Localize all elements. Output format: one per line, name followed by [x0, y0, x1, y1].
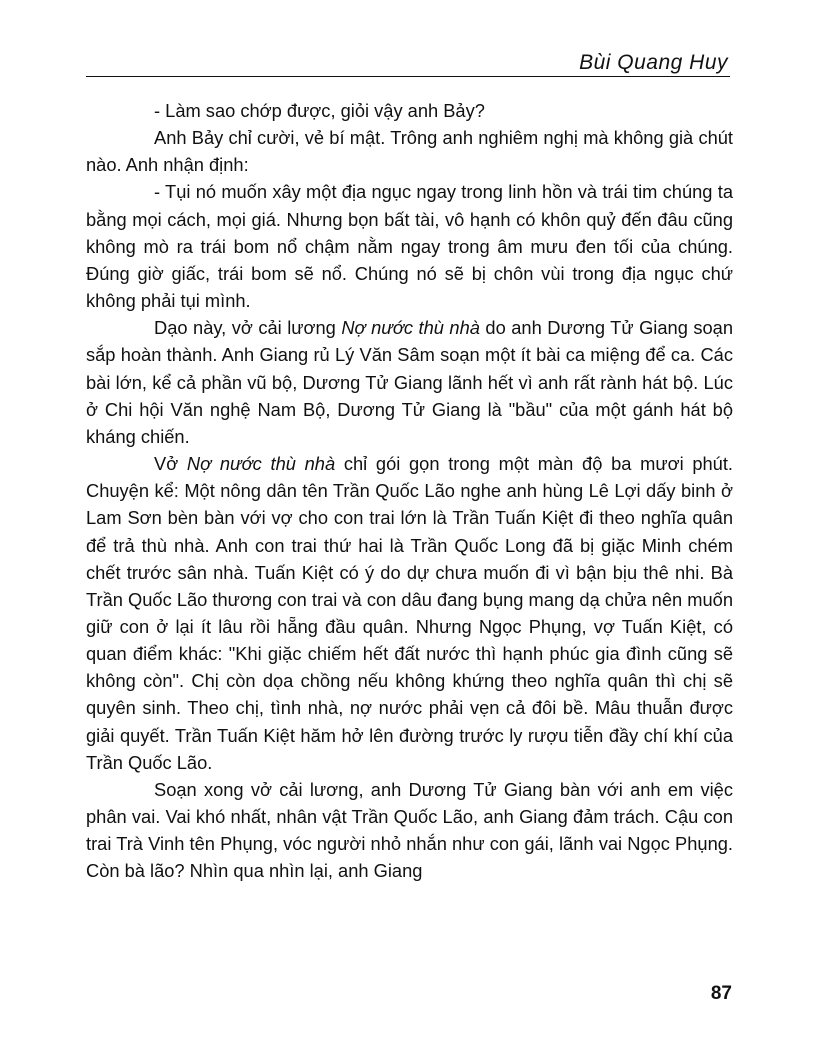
body-text	[86, 97, 733, 885]
running-header	[86, 50, 730, 76]
paragraph-5-before: Vở	[154, 453, 187, 475]
paragraph-5	[86, 450, 733, 776]
paragraph-6: Soạn xong vở cải lương, anh Dương Tử Giang bàn với anh em việc phân vai. Vai khó nhất, nhân vật Trần Quốc Lão, anh Giang đảm trách. Cậu con trai Trà Vinh tên Phụng, vóc người nhỏ nhắn như con gái, lãnh vai Ngọc Phụng. Còn bà lão? Nhìn qua nhìn lại, anh Giang	[86, 778, 733, 882]
paragraph-3: - Tụi nó muốn xây một địa ngục ngay trong linh hồn và trái tim chúng ta bằng mọi cách, mọi giá. Nhưng bọn bất tài, vô hạnh có khôn quỷ đến đâu cũng không mò ra trái bom nổ chậm nằm ngay trong âm mưu đen tối của chúng. Đúng giờ giấc, trái bom sẽ nổ. Chúng nó sẽ bị chôn vùi trong địa ngục chứ không phải tụi mình.	[86, 181, 733, 312]
paragraph-4	[86, 314, 733, 450]
paragraph-4-before: Dạo này, vở cải lương	[154, 317, 342, 339]
paragraph-5-after: chỉ gói gọn trong một màn độ ba mươi phút. Chuyện kể: Một nông dân tên Trần Quốc Lão nghe anh hùng Lê Lợi dấy binh ở Lam Sơn bèn bàn với vợ cho con trai lớn là Trần Tuấn Kiệt đi theo nghĩa quân để trả thù nhà. Anh con trai thứ hai là Trần Quốc Long đã bị giặc Minh chém chết trước sân nhà. Tuấn Kiệt có ý do dự chưa muốn đi vì bận bịu thê nhi. Bà Trần Quốc Lão thương con trai và con dâu đang bụng mang dạ chửa nên muốn giữ con ở lại ít lâu rồi hẵng đầu quân. Nhưng Ngọc Phụng, vợ Tuấn Kiệt, có quan điểm khác: "Khi giặc chiếm hết đất nước thì hạnh phúc gia đình cũng sẽ không còn". Chị còn dọa chồng nếu không khứng theo nghĩa quân thì chị sẽ quyên sinh. Theo chị, tình nhà, nợ nước phải vẹn cả đôi bề. Mâu thuẫn được giải quyết. Trần Tuấn Kiệt hăm hở lên đường trước ly rượu tiễn đầy chí khí của Trần Quốc Lão.	[86, 453, 733, 773]
header-author-name: Bùi Quang Huy	[579, 51, 728, 74]
header-rule	[86, 76, 730, 77]
paragraph-2: Anh Bảy chỉ cười, vẻ bí mật. Trông anh nghiêm nghị mà không già chút nào. Anh nhận định:	[86, 127, 733, 176]
paragraph-1: - Làm sao chớp được, giỏi vậy anh Bảy?	[154, 100, 485, 121]
paragraph-4-after: do anh Dương Tử Giang soạn sắp hoàn thành. Anh Giang rủ Lý Văn Sâm soạn một ít bài ca miệng để ca. Các bài lớn, kể cả phần vũ bộ, Dương Tử Giang lãnh hết vì anh rất rành hát bộ. Lúc ở Chi hội Văn nghệ Nam Bộ, Dương Tử Giang là "bầu" của một gánh hát bộ kháng chiến.	[86, 317, 734, 447]
play-title: Nợ nước thù nhà	[186, 453, 336, 475]
page-number: 87	[710, 983, 732, 1004]
play-title: Nợ nước thù nhà	[341, 317, 480, 339]
